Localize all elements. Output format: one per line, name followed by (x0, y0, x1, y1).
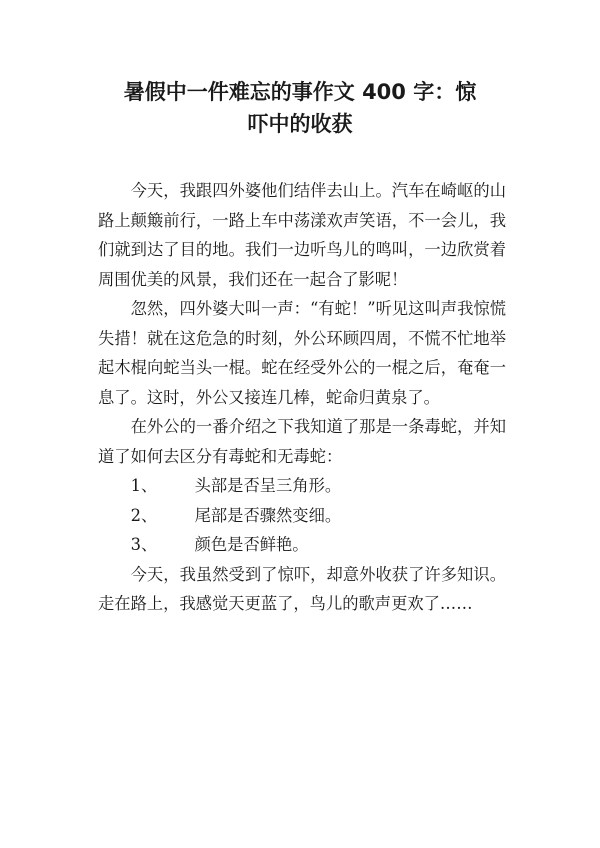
paragraph-1: 今天，我跟四外婆他们结伴去山上。汽车在崎岖的山路上颠簸前行，一路上车中荡漾欢声笑语，不一会儿，我们就到达了目的地。我们一边听鸟儿的鸣叫，一边欣赏着周围优美的风景，我们还在一起合了影呢！ (98, 181, 506, 289)
document-title (96, 76, 504, 140)
title-line-1: 暑假中一件难忘的事作文 400 字：惊 (123, 80, 477, 104)
title-line-2: 吓中的收获 (247, 112, 353, 136)
paragraph-closing: 今天，我虽然受到了惊吓，却意外收获了许多知识。走在路上，我感觉天更蓝了，鸟儿的歌声更欢了…… (98, 564, 506, 613)
list-item-1 (98, 471, 506, 501)
list-text: 颜色是否鲜艳。 (194, 535, 309, 554)
document-body (98, 176, 506, 619)
list-item-3 (98, 530, 506, 560)
paragraph-2: 忽然，四外婆大叫一声：“有蛇！”听见这叫声我惊慌失措！就在这危急的时刻，外公环顾四周，不慌不忙地举起木棍向蛇当头一棍。蛇在经受外公的一棍之后，奄奄一息了。这时，外公又接连几棒，蛇命归黄泉了。 (98, 299, 506, 407)
list-number: 2、 (130, 505, 158, 525)
list-text: 尾部是否骤然变细。 (194, 505, 342, 525)
list-number: 3、 (130, 535, 158, 554)
list-item-2 (98, 501, 506, 531)
list-number: 1、 (130, 476, 158, 495)
paragraph-3: 在外公的一番介绍之下我知道了那是一条毒蛇，并知道了如何去区分有毒蛇和无毒蛇： (98, 417, 506, 466)
list-text: 头部是否呈三角形。 (194, 476, 342, 495)
